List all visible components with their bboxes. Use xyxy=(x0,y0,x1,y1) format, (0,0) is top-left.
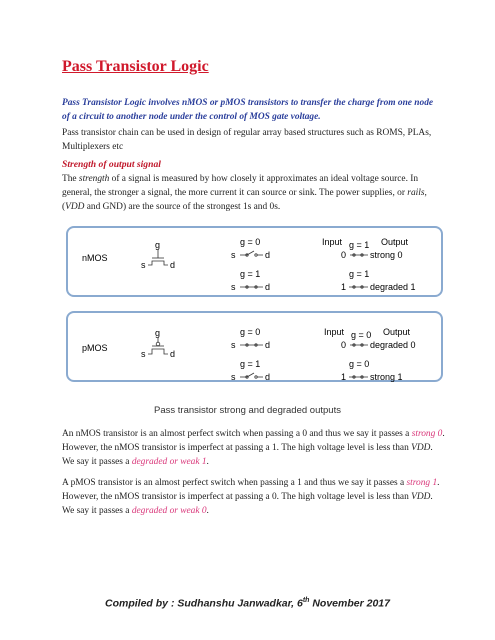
svg-text:d: d xyxy=(265,340,271,350)
pmos-strong-1: strong 1 xyxy=(370,372,403,382)
nmos-strong-0: strong 0 xyxy=(370,250,403,260)
nmos-label: nMOS xyxy=(82,253,108,263)
pmos-g-label: g xyxy=(155,328,161,338)
nmos-degraded-1: degraded 1 xyxy=(370,282,416,292)
svg-text:g = 0: g = 0 xyxy=(351,330,372,340)
pmos-degraded-0: degraded 0 xyxy=(370,340,416,350)
nmos-g-label: g xyxy=(155,240,161,250)
svg-text:s: s xyxy=(231,372,236,382)
pmos-g1-label: g = 1 xyxy=(240,359,261,369)
pmos-g0-label: g = 0 xyxy=(240,327,261,337)
page-title: Pass Transistor Logic xyxy=(62,58,209,75)
pmos-label: pMOS xyxy=(82,343,108,353)
svg-text:d: d xyxy=(265,250,271,260)
svg-text:g = 1: g = 1 xyxy=(349,269,370,279)
nmos-input-label: Input xyxy=(322,237,343,247)
pmos-input-label: Input xyxy=(324,327,345,337)
pmos-s-label: s xyxy=(141,349,146,359)
nmos-g1b-label: g = 1 xyxy=(349,240,370,250)
svg-text:s: s xyxy=(231,250,236,260)
pmos-channel xyxy=(148,349,168,354)
svg-text:s: s xyxy=(231,282,236,292)
nmos-g0-label: g = 0 xyxy=(240,237,261,247)
pmos-gate-bubble xyxy=(156,342,160,346)
strength-paragraph: The strength of a signal is measured by how closely it approximates an ideal voltage source. In general, the stronger a signal, the more current it can source or sink. The power supplies, or rails, (VDD and GND) are the source of the strongest 1s and 0s. xyxy=(62,174,427,212)
section-heading-strength: Strength of output signal xyxy=(62,159,161,170)
nmos-s-label: s xyxy=(141,260,146,270)
intro-highlight: Pass Transistor Logic involves nMOS or pMOS transistors to transfer the charge from one node of a circuit to another node under the control of MOS gate voltage. xyxy=(62,98,434,122)
svg-text:d: d xyxy=(265,282,271,292)
svg-text:d: d xyxy=(265,372,271,382)
nmos-d-label: d xyxy=(170,260,176,270)
svg-text:s: s xyxy=(231,340,236,350)
pmos-output-label: Output xyxy=(383,327,411,337)
nmos-g1-label: g = 1 xyxy=(240,269,261,279)
intro-text: Pass transistor chain can be used in design of regular array based structures such as ROMS, PLAs, Multiplexers etc xyxy=(62,128,432,152)
figure-caption: Pass transistor strong and degraded outputs xyxy=(154,405,341,416)
pmos-paragraph: A pMOS transistor is an almost perfect switch when passing a 1 and thus we say it passes a strong 1. However, the nMOS transistor is imperfect at passing a 0. The high voltage level is less than VDD. We say it passes a degraded or weak 0. xyxy=(62,478,440,516)
footer-credit: Compiled by : Sudhanshu Janwadkar, 6th November 2017 xyxy=(105,597,390,610)
nmos-output-label: Output xyxy=(381,237,409,247)
svg-text:g = 0: g = 0 xyxy=(349,359,370,369)
nmos-channel xyxy=(148,261,168,265)
svg-text:0: 0 xyxy=(341,250,347,260)
nmos-paragraph: An nMOS transistor is an almost perfect switch when passing a 0 and thus we say it passes a strong 0. However, the nMOS transistor is imperfect at passing a 1. The high voltage level is less than VDD. We say it passes a degraded or weak 1. xyxy=(62,429,445,467)
svg-text:0: 0 xyxy=(341,340,347,350)
svg-text:1: 1 xyxy=(341,372,347,382)
pmos-d-label: d xyxy=(170,349,176,359)
svg-text:1: 1 xyxy=(341,282,347,292)
